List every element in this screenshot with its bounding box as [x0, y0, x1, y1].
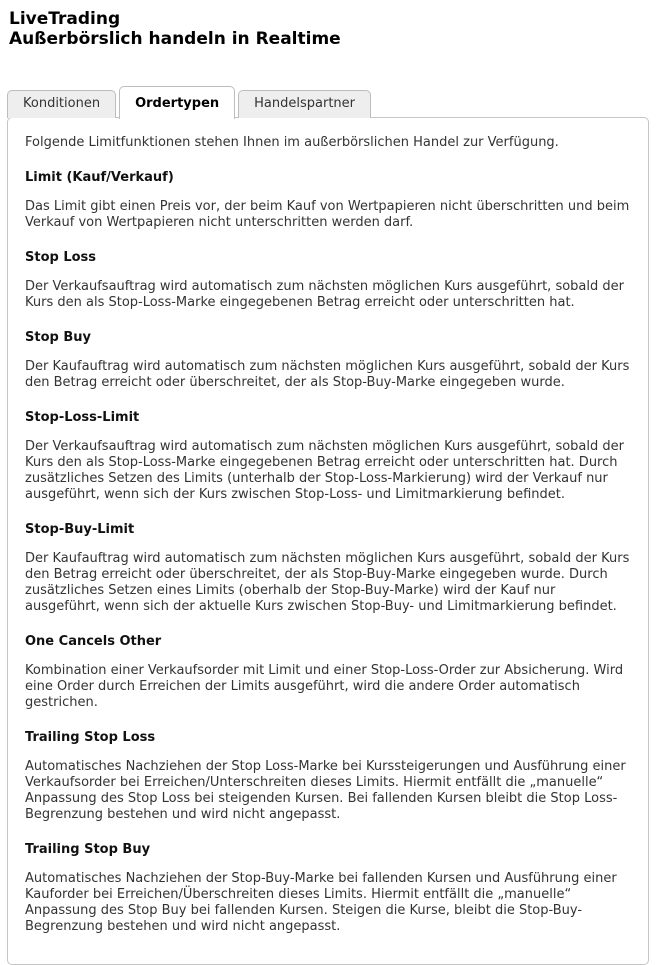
- section-body: Das Limit gibt einen Preis vor, der beim Kauf von Wertpapieren nicht überschritten und beim Verkauf von Wertpapieren nicht unterschritten werden darf.: [25, 199, 630, 230]
- page-title: [9, 9, 649, 49]
- tab-handelspartner[interactable]: Handelspartner: [238, 90, 371, 118]
- section-body: Automatisches Nachziehen der Stop Loss-Marke bei Kurssteigerungen und Ausführung einer Verkaufsorder bei Erreichen/Unterschreiten dieses Limits. Hiermit entfällt die „manuelle“ Anpassung des Stop Loss bei steigenden Kursen. Bei fallenden Kursen bleibt die Stop Loss-Begrenzung bestehen und wird nicht angepasst.: [25, 759, 626, 822]
- section-heading: Stop Buy: [25, 330, 91, 345]
- content-panel: [7, 117, 649, 965]
- section-heading: Limit (Kauf/Verkauf): [25, 170, 174, 185]
- section-stop-buy: [25, 330, 631, 391]
- section-body: Der Verkaufsauftrag wird automatisch zum nächsten möglichen Kurs ausgeführt, sobald der Kurs den als Stop-Loss-Marke eingegebenen Betrag erreicht oder unterschritten hat. Durch zusätzliches Setzen des Limits (unterhalb der Stop-Loss-Markierung) wird der Verkauf nur ausgeführt, wenn sich der Kurs zwischen Stop-Loss- und Limitmarkierung befindet.: [25, 439, 624, 502]
- section-body: Der Kaufauftrag wird automatisch zum nächsten möglichen Kurs ausgeführt, sobald der Kurs den Betrag erreicht oder überschreitet, der als Stop-Buy-Marke eingegeben wurde. Durch zusätzliches Setzen eines Limits (oberhalb der Stop-Buy-Marke) wird der Kauf nur ausgeführt, wenn sich der aktuelle Kurs zwischen Stop-Buy- und Limitmarkierung befindet.: [25, 551, 630, 614]
- section-heading: Trailing Stop Buy: [25, 842, 151, 857]
- page-title-line1: LiveTrading: [9, 9, 121, 29]
- section-heading: Stop Loss: [25, 250, 97, 265]
- intro-text: Folgende Limitfunktionen stehen Ihnen im außerbörslichen Handel zur Verfügung.: [25, 135, 559, 150]
- page-title-line2: Außerbörslich handeln in Realtime: [9, 29, 341, 49]
- section-heading: Stop-Buy-Limit: [25, 522, 135, 537]
- section-body: Kombination einer Verkaufsorder mit Limit und einer Stop-Loss-Order zur Absicherung. Wird eine Order durch Erreichen der Limits ausgeführt, wird die andere Order automatisch gestrichen.: [25, 663, 624, 710]
- section-trailing-stop-buy: [25, 842, 631, 935]
- section-stop-loss-limit: [25, 410, 631, 503]
- section-stop-buy-limit: [25, 522, 631, 615]
- section-one-cancels-other: [25, 634, 631, 711]
- section-stop-loss: [25, 250, 631, 311]
- section-heading: One Cancels Other: [25, 634, 162, 649]
- section-heading: Trailing Stop Loss: [25, 730, 156, 745]
- section-limit: [25, 170, 631, 231]
- tab-konditionen[interactable]: Konditionen: [7, 90, 116, 118]
- tab-ordertypen[interactable]: Ordertypen: [119, 86, 235, 119]
- section-body: Der Kaufauftrag wird automatisch zum nächsten möglichen Kurs ausgeführt, sobald der Kurs den Betrag erreicht oder überschreitet, der als Stop-Buy-Marke eingegeben wurde.: [25, 359, 630, 390]
- section-trailing-stop-loss: [25, 730, 631, 823]
- section-body: Der Verkaufsauftrag wird automatisch zum nächsten möglichen Kurs ausgeführt, sobald der Kurs den als Stop-Loss-Marke eingegebenen Betrag erreicht oder unterschritten hat.: [25, 279, 624, 310]
- section-body: Automatisches Nachziehen der Stop-Buy-Marke bei fallenden Kursen und Ausführung einer Kauforder bei Erreichen/Überschreiten dieses Limits. Hiermit entfällt die „manuelle“ Anpassung des Stop Buy bei fallenden Kursen. Steigen die Kurse, bleibt die Stop-Buy-Begrenzung bestehen und wird nicht angepasst.: [25, 871, 617, 934]
- tab-bar: [7, 86, 649, 118]
- section-heading: Stop-Loss-Limit: [25, 410, 140, 425]
